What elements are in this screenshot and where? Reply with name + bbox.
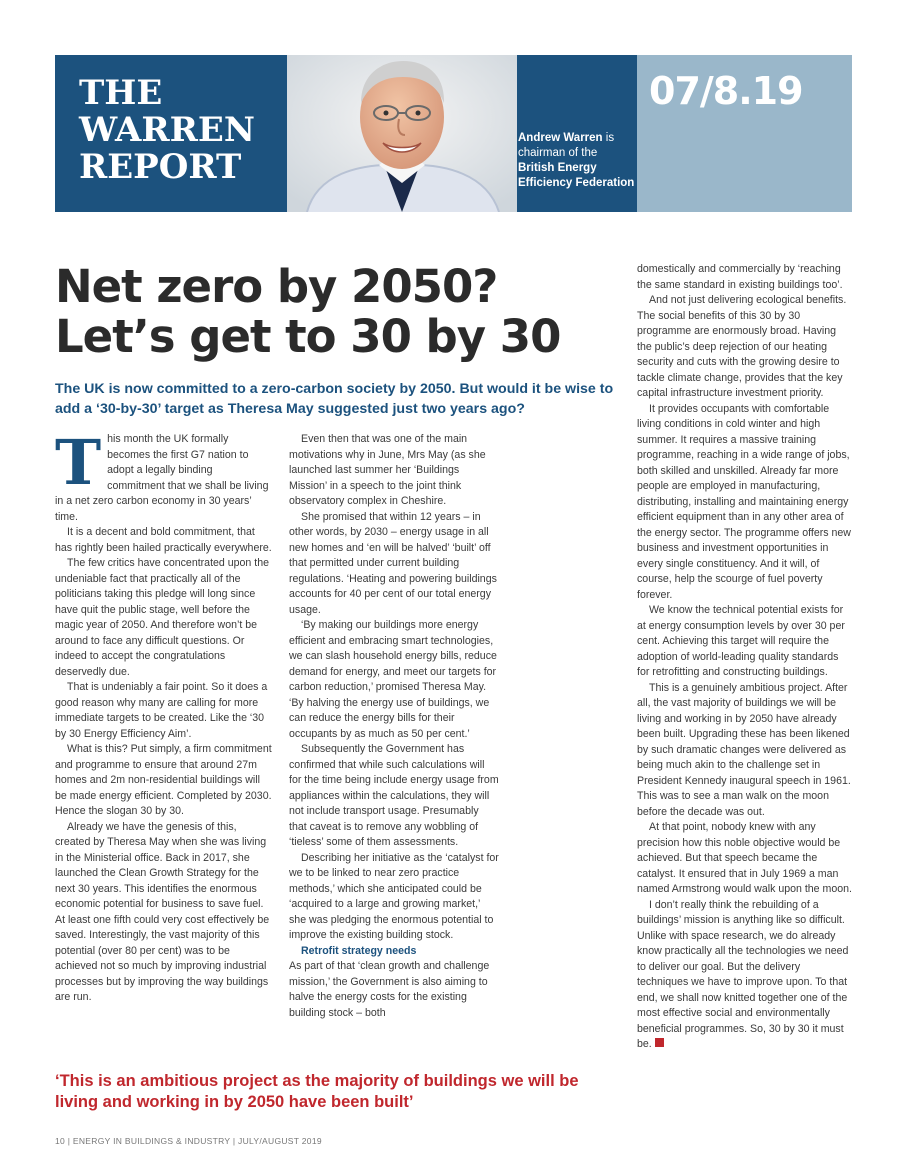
article-column-2: [289, 432, 499, 1021]
author-role: is chairman of the: [518, 132, 615, 159]
paragraph: What is this? Put simply, a firm commitment and programme to ensure that around 27m homes and 2m non-residential buildings will be made energy efficient. Completed by 2030. Hence the slogan 30 by 30.: [55, 743, 272, 817]
paragraph: his month the UK formally becomes the first G7 nation to adopt a legally binding commitment that we shall be living in a net zero carbon economy in 30 years’ time.: [55, 433, 269, 523]
author-organisation: British Energy Efficiency Federation: [518, 162, 635, 189]
article-column-3: [637, 262, 853, 1053]
paragraph: That is undeniably a fair point. So it does a good reason why many are calling for more immediate targets to be created. Like the ‘30 by 30 Energy Efficiency Aim’.: [55, 681, 268, 740]
brand-line-2: WARREN: [79, 110, 255, 150]
article-headline: [55, 262, 560, 362]
paragraph: [637, 898, 853, 1053]
article-standfirst: The UK is now committed to a zero-carbon society by 2050. But would it be wise to add a ‘30-by-30’ target as Theresa May suggested just two years ago?: [55, 381, 614, 417]
brand-line-3: REPORT: [79, 147, 242, 187]
end-mark-icon: [655, 1038, 664, 1047]
paragraph: It is a decent and bold commitment, that has rightly been hailed practically everywhere.: [55, 526, 272, 554]
paragraph: This is a genuinely ambitious project. After all, the vast majority of buildings we will be living and working in by 2050 have already been built. Upgrading these has been likened by such dramatic changes were delivered as being much akin to the challenge set in President Kennedy inaugural speech in 1961. This was to see a man walk on the moon before the decade was out.: [637, 681, 851, 818]
paragraph: domestically and commercially by ‘reaching the same standard in existing buildings too’.: [637, 263, 843, 291]
brand-line-1: THE: [79, 73, 163, 113]
paragraph: It provides occupants with comfortable living conditions in cold winter and high summer. It requires a massive training programme, reaching in a wide range of jobs, both skilled and unskilled. Already far more people are employed in manufacturing, distributing, installing and maintaining energy efficient equipment than in any other area of the energy sector. The programme offers new business and investment opportunities in every single constituency. And it will, of course, help the scourge of fuel poverty forever.: [637, 402, 851, 601]
paragraph: At that point, nobody knew with any precision how this noble objective would be achieved. But that speech became the catalyst. It ensured that in July 1969 a man named Armstrong would walk upon the moon.: [637, 821, 852, 895]
drop-cap: T: [55, 426, 102, 499]
issue-date-panel: [637, 55, 852, 212]
pull-quote: ‘This is an ambitious project as the majority of buildings we will be living and working in by 2050 have been built’: [55, 1072, 579, 1111]
author-name: Andrew Warren: [518, 132, 603, 144]
page-footer: 10 | ENERGY IN BUILDINGS & INDUSTRY | JULY/AUGUST 2019: [55, 1136, 322, 1146]
report-brand: [79, 75, 255, 186]
paragraph: We know the technical potential exists for at energy consumption levels by over 30 per cent. Achieving this target will require the adoption of world-leading quality standards for retrofitting and constructing buildings.: [637, 604, 845, 678]
headline-line-1: Net zero by 2050?: [55, 260, 498, 313]
paragraph: As part of that ‘clean growth and challenge mission,’ the Government is also aiming to halve the energy costs for the existing building stock – both: [289, 960, 490, 1019]
author-byline: [518, 131, 636, 191]
paragraph: And not just delivering ecological benefits. The social benefits of this 30 by 30 programme are enormously broad. Having the public’s deep rejection of our heating security and cuts with the growing desire to tackle climate change, provides that the key capital infrastructure investment priority.: [637, 294, 847, 399]
paragraph: Already we have the genesis of this, created by Theresa May when she was living in the Ministerial office. Back in 2017, she launched the Clean Growth Strategy for the next 30 years. This identifies the enormous economic potential for business to save fuel. At least one fifth could very cost effectively be saved. Interestingly, the vast majority of this potential (over 80 per cent) was to be achieved not so much by improving industrial processes but by improving the way buildings are run.: [55, 820, 270, 1003]
paragraph: She promised that within 12 years – in other words, by 2030 – energy usage in all new homes and ‘en will be halved’ ‘built’ off that permitted under current building regulations. ‘Heating and powering buildings accounts for 40 per cent of our total energy usage.: [289, 510, 497, 616]
paragraph: The few critics have concentrated upon the undeniable fact that practically all of the politicians taking this pledge will long since have quit the public stage, well before the magic year of 2050. And therefore won’t be around to face any difficult questions. Or indeed to accept the congratulations deservedly due.: [55, 557, 269, 678]
paragraph: ‘By making our buildings more energy efficient and embracing smart technologies, we can slash household energy bills, reduce demand for energy, and meet our targets for carbon reduction,’ promised Theresa May. ‘By halving the energy use of buildings, we can reduce the energy bills for their occupants by as much as 50 per cent.’: [289, 619, 497, 740]
section-subhead: Retrofit strategy needs: [301, 944, 417, 957]
article-column-1: [55, 426, 273, 1006]
masthead-banner: [55, 55, 637, 212]
paragraph: Even then that was one of the main motivations why in June, Mrs May (as she launched last summer her ‘Buildings Mission’ in a speech to the joint think observatory complex in Cheshire.: [289, 433, 486, 507]
headline-line-2: Let’s get to 30 by 30: [55, 310, 561, 363]
author-portrait: [287, 55, 517, 212]
paragraph: Subsequently the Government has confirmed that while such calculations will for the time being include energy usage from appliances within the calculations, they will not include transport usage. Presumably that caveat is to remove any wobbling of ‘tieless’ some of them assessments.: [289, 743, 499, 848]
paragraph: Describing her initiative as the ‘catalyst for we to be linked to near zero practice methods,’ which she anticipated could be ‘acquired to a large and growing market,’ she was pledging the enormous potential to improve the existing building stock.: [289, 851, 499, 941]
issue-date: 07/8.19: [649, 69, 803, 113]
closing-paragraph-text: I don’t really think the rebuilding of a buildings’ mission is anything like so difficult. Unlike with space research, we do already know practically all the technologies we need to deliver our goal. But the delivery techniques we have to improve upon. To that end, we shall now knitted together one of the most effective social and environmentally beneficial programmes. So, 30 by 30 it must be.: [637, 898, 849, 1050]
